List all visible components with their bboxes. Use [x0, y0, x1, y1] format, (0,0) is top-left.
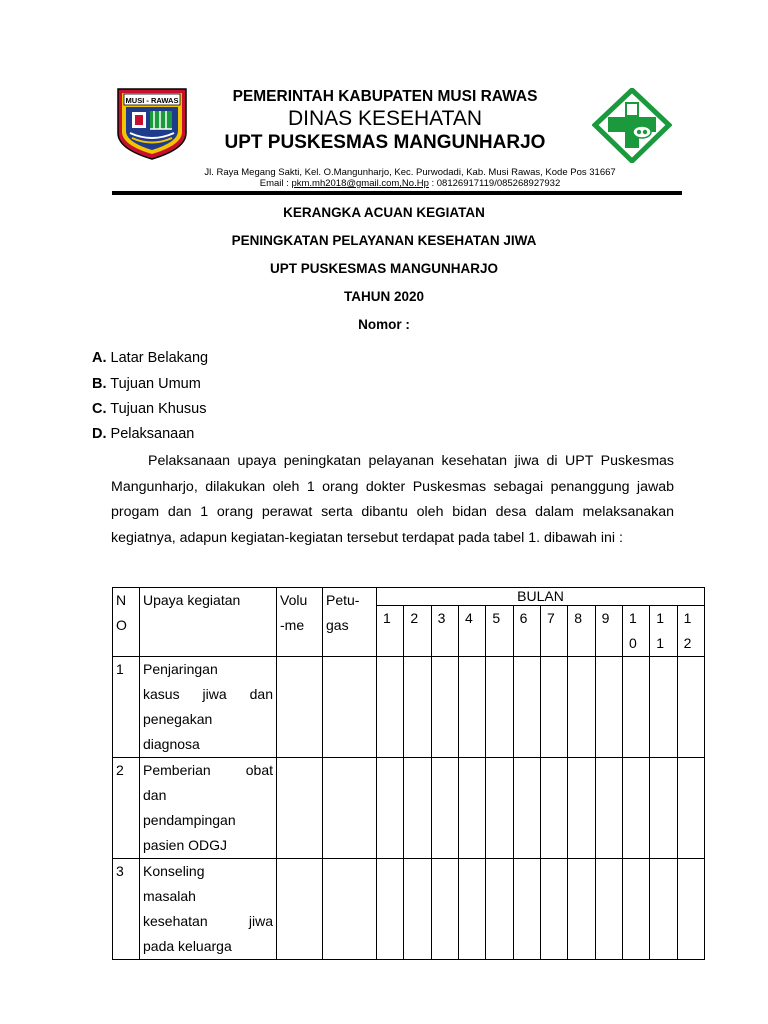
table-row	[113, 859, 705, 960]
activity-table	[112, 587, 705, 960]
contact-line	[110, 178, 710, 189]
letterhead-divider	[112, 191, 682, 195]
department-name: DINAS KESEHATAN	[287, 107, 483, 130]
header-month: BULAN	[377, 588, 705, 606]
month-9: 9	[595, 606, 622, 657]
month-6: 6	[513, 606, 540, 657]
section-a: A. Latar Belakang	[92, 350, 209, 366]
doc-year: TAHUN 2020	[343, 289, 425, 304]
month-5: 5	[486, 606, 513, 657]
doc-subtitle: PENINGKATAN PELAYANAN KESEHATAN JIWA	[231, 233, 537, 248]
row-no: 3	[113, 859, 140, 960]
month-2: 2	[404, 606, 431, 657]
month-10: 1 0	[622, 606, 649, 657]
doc-title: KERANGKA ACUAN KEGIATAN	[283, 205, 485, 220]
musi-rawas-logo	[114, 85, 190, 161]
header-no: N O	[113, 588, 140, 657]
table-row	[113, 657, 705, 758]
month-3: 3	[431, 606, 458, 657]
unit-name: UPT PUSKESMAS MANGUNHARJO	[224, 132, 546, 153]
table-row	[113, 758, 705, 859]
month-8: 8	[568, 606, 595, 657]
section-b: B. Tujuan Umum	[92, 376, 201, 392]
month-1: 1	[377, 606, 404, 657]
header-activity: Upaya kegiatan	[140, 588, 277, 657]
section-d: D. Pelaksanaan	[92, 426, 195, 442]
email-label: Email :	[259, 178, 292, 189]
table-header-row	[113, 588, 705, 606]
row-activity: Penjaringan kasus jiwa dan penegakan diagnosa	[140, 657, 277, 758]
header-officer: Petu- gas	[323, 588, 377, 657]
puskesmas-logo	[592, 88, 672, 163]
row-no: 1	[113, 657, 140, 758]
month-4: 4	[458, 606, 485, 657]
svg-text:MUSI - RAWAS: MUSI - RAWAS	[125, 96, 179, 105]
phone-number: : 08126917119/085268927932	[428, 178, 561, 189]
row-activity: Konseling masalah kesehatan jiwa pada keluarga	[140, 859, 277, 960]
government-name: PEMERINTAH KABUPATEN MUSI RAWAS	[232, 88, 538, 105]
address-line: Jl. Raya Megang Sakti, Kel. O.Mangunharjo, Kec. Purwodadi, Kab. Musi Rawas, Kode Pos 31667	[204, 167, 616, 178]
section-c: C. Tujuan Khusus	[92, 401, 207, 417]
implementation-paragraph: Pelaksanaan upaya peningkatan pelayanan kesehatan jiwa di UPT Puskesmas Mangunharjo, dilakukan oleh 1 orang dokter Puskesmas sebagai penanggung jawab progam dan 1 orang perawat serta dibantu oleh bidan desa dalam melaksanakan kegiatnya, adapun kegiatan-kegiatan tersebut terdapat pada tabel 1. dibawah ini :	[111, 453, 674, 546]
row-activity: Pemberian obat dan pendampingan pasien ODGJ	[140, 758, 277, 859]
month-11: 1 1	[650, 606, 677, 657]
doc-number: Nomor :	[358, 317, 410, 332]
email-link[interactable]: pkm.mh2018@gmail.com,No.Hp	[291, 178, 429, 189]
month-7: 7	[540, 606, 567, 657]
header-volume: Volu -me	[277, 588, 323, 657]
row-no: 2	[113, 758, 140, 859]
doc-unit: UPT PUSKESMAS MANGUNHARJO	[269, 261, 499, 276]
month-12: 1 2	[677, 606, 704, 657]
